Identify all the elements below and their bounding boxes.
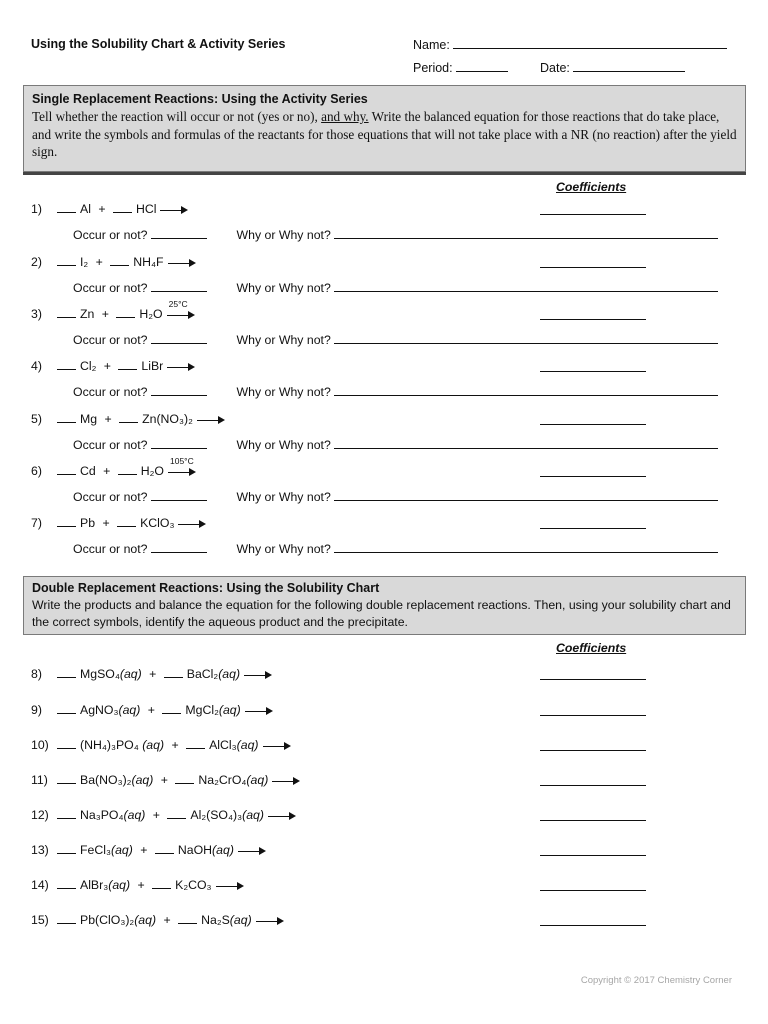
coefficient-blank[interactable] [57,202,76,213]
section2-instructions-box [23,576,746,635]
yield-arrow-icon [245,706,273,716]
problem-number: 12) [31,808,49,822]
reactant-2-state: (aq) [229,913,252,927]
occur-answer-blank[interactable] [151,333,207,344]
why-label: Why or Why not? [236,490,331,504]
reaction-equation [31,703,273,717]
section1-coefficients-header: Coefficients [556,180,627,194]
coefficient-blank[interactable] [57,412,76,423]
reactant-1: Na₃PO₄ [80,808,124,822]
coefficient-blank[interactable] [57,667,76,678]
coefficient-blank[interactable] [57,878,76,889]
reaction-equation [31,298,195,321]
reactant-2: NH₄F [133,255,164,269]
yield-arrow-icon [197,415,225,425]
reactant-2: Na₂S [201,913,230,927]
date-blank[interactable] [573,60,685,72]
reaction-equation [31,412,225,426]
problem-number: 10) [31,738,49,752]
yield-arrow-icon [178,519,206,529]
occur-why-row [73,438,718,452]
name-field[interactable] [413,37,727,52]
coefficients-blank[interactable] [540,785,646,786]
coefficients-blank[interactable] [540,214,646,215]
occur-why-row [73,281,718,295]
plus-sign: + [149,808,164,822]
plus-sign: + [100,359,115,373]
coefficient-blank[interactable] [162,703,181,714]
reactant-2: Na₂CrO₄ [198,773,247,787]
reactant-2-state: (aq) [218,703,241,717]
plus-sign: + [94,202,109,216]
problem-number: 4) [31,359,42,373]
occur-why-row [73,542,718,556]
why-answer-blank[interactable] [334,333,718,344]
reaction-equation [31,913,284,927]
section2-coefficients-header: Coefficients [556,641,627,655]
problem-number: 13) [31,843,49,857]
reactant-1: (NH₄)₃PO₄ [80,738,143,752]
yield-arrow-icon [216,881,244,891]
reactant-1: Mg [80,412,98,426]
copyright-notice: Copyright © 2017 Chemistry Corner [580,975,732,986]
plus-sign: + [134,878,149,892]
reactant-1: Cl₂ [80,359,97,373]
reactant-1-state: (aq) [142,738,165,752]
name-label: Name: [413,38,450,52]
coefficient-blank[interactable] [117,516,136,527]
why-label: Why or Why not? [236,333,331,347]
plus-sign: + [168,738,183,752]
coefficient-blank[interactable] [164,667,183,678]
plus-sign: + [98,307,113,321]
reaction-equation [31,878,244,892]
reactant-2-state: (aq) [218,667,241,681]
why-answer-blank[interactable] [334,542,718,553]
coefficient-blank[interactable] [116,307,135,318]
coefficients-blank[interactable] [540,528,646,529]
reactant-2-state: (aq) [246,773,269,787]
coefficient-blank[interactable] [113,202,132,213]
yield-arrow-icon [263,741,291,751]
yield-arrow-icon [160,205,188,215]
reaction-equation [31,202,188,216]
reactant-2-state: (aq) [236,738,259,752]
section1-instructions-box [23,85,746,172]
coefficient-blank[interactable] [167,808,186,819]
yield-arrow-icon [167,362,195,372]
reactant-2: Al₂(SO₄)₃ [190,808,243,822]
period-field[interactable] [413,60,508,75]
reactant-1-state: (aq) [134,913,157,927]
reaction-equation [31,255,196,269]
plus-sign: + [144,703,159,717]
occur-answer-blank[interactable] [151,490,207,501]
problem-number: 6) [31,464,42,478]
problem-number: 2) [31,255,42,269]
reactant-1-state: (aq) [108,878,131,892]
problem-number: 8) [31,667,42,681]
reactant-2: K₂CO₃ [175,878,212,892]
reactant-1: Al [80,202,91,216]
coefficients-blank[interactable] [540,371,646,372]
occur-why-row [73,385,718,399]
problem-number: 5) [31,412,42,426]
reactant-2: MgCl₂ [185,703,219,717]
reactant-1-state: (aq) [118,703,141,717]
reactant-1: AlBr₃ [80,878,109,892]
yield-arrow-icon [244,670,272,680]
occur-answer-blank[interactable] [151,228,207,239]
occur-label: Occur or not? [73,281,148,295]
occur-why-row [73,490,718,504]
coefficient-blank[interactable] [118,464,137,475]
coefficients-blank[interactable] [540,855,646,856]
coefficient-blank[interactable] [178,913,197,924]
reaction-equation [31,359,195,373]
coefficient-blank[interactable] [57,738,76,749]
yield-arrow-icon [238,846,266,856]
why-answer-blank[interactable] [334,281,718,292]
reaction-equation [31,773,300,787]
occur-why-row [73,228,718,242]
coefficient-blank[interactable] [186,738,205,749]
reactant-2: LiBr [141,359,164,373]
period-label: Period: [413,61,453,75]
reactant-1: I₂ [80,255,89,269]
reactant-2: BaCl₂ [186,667,219,681]
reactant-1-state: (aq) [123,808,146,822]
reaction-equation [31,667,272,681]
reactant-2: H₂O [139,307,163,321]
problem-number: 14) [31,878,49,892]
coefficients-blank[interactable] [540,476,646,477]
problem-number: 7) [31,516,42,530]
reactant-2: AlCl₃ [209,738,237,752]
coefficient-blank[interactable] [175,773,194,784]
coefficient-blank[interactable] [152,878,171,889]
section2-title: Double Replacement Reactions: Using the Solubility Chart [32,581,380,595]
reactant-1: Pb [80,516,96,530]
reaction-equation [31,516,206,530]
reactant-1: FeCl₃ [80,843,111,857]
why-label: Why or Why not? [236,281,331,295]
coefficients-blank[interactable] [540,890,646,891]
reactant-1: Zn [80,307,95,321]
coefficient-blank[interactable] [57,913,76,924]
occur-why-row [73,333,718,347]
coefficients-blank[interactable] [540,319,646,320]
yield-arrow-icon [272,776,300,786]
coefficient-blank[interactable] [57,255,76,266]
occur-answer-blank[interactable] [151,542,207,553]
why-answer-blank[interactable] [334,385,718,396]
yield-arrow-icon [168,258,196,268]
coefficient-blank[interactable] [118,359,137,370]
reactant-2-state: (aq) [242,808,264,822]
coefficients-blank[interactable] [540,679,646,680]
reactant-1: AgNO₃ [80,703,119,717]
occur-answer-blank[interactable] [151,438,207,449]
reactant-2: HCl [135,202,157,216]
coefficient-blank[interactable] [57,773,76,784]
why-label: Why or Why not? [236,385,331,399]
occur-label: Occur or not? [73,333,148,347]
occur-answer-blank[interactable] [151,281,207,292]
why-answer-blank[interactable] [334,438,718,449]
reaction-condition: 105°C [169,455,194,466]
problem-number: 11) [31,773,48,787]
yield-arrow-icon [167,298,195,320]
plus-sign: + [145,667,160,681]
plus-sign: + [136,843,151,857]
yield-arrow-icon [268,811,296,821]
occur-label: Occur or not? [73,228,148,242]
reactant-1: Pb(ClO₃)₂ [80,913,135,927]
reactant-1: MgSO₄ [80,667,120,681]
occur-answer-blank[interactable] [151,385,207,396]
plus-sign: + [99,516,114,530]
name-blank[interactable] [453,37,727,49]
coefficients-blank[interactable] [540,424,646,425]
coefficient-blank[interactable] [119,412,138,423]
reactant-1: Ba(NO₃)₂ [80,773,132,787]
reaction-equation [31,843,266,857]
reaction-condition: 25°C [168,298,188,309]
coefficients-blank[interactable] [540,750,646,751]
yield-arrow-icon [168,455,196,477]
reactant-1-state: (aq) [119,667,142,681]
coefficient-blank[interactable] [155,843,174,854]
coefficients-blank[interactable] [540,267,646,268]
coefficient-blank[interactable] [57,843,76,854]
plus-sign: + [160,913,175,927]
reactant-2: Zn(NO₃)₂ [142,412,193,426]
date-label: Date: [540,61,570,75]
reaction-equation [31,808,296,822]
plus-sign: + [101,412,116,426]
why-label: Why or Why not? [236,228,331,242]
reactant-1-state: (aq) [110,843,133,857]
coefficient-blank[interactable] [57,359,76,370]
section1-instructions: Tell whether the reaction will occur or not (yes or no), and why. Write the balanced equation for those reactions that do take place, and write the symbols and formulas of the reactants for those equations that will not take place with a NR (no reaction) after the yield sign. [32,109,737,159]
plus-sign: + [99,464,114,478]
worksheet-title: Using the Solubility Chart & Activity Series [31,37,286,51]
coefficients-blank[interactable] [540,925,646,926]
why-label: Why or Why not? [236,542,331,556]
reactant-2: H₂O [140,464,164,478]
reactant-2: KClO₃ [140,516,175,530]
coefficient-blank[interactable] [57,516,76,527]
occur-label: Occur or not? [73,542,148,556]
plus-sign: + [157,773,172,787]
coefficient-blank[interactable] [57,703,76,714]
plus-sign: + [92,255,107,269]
coefficient-blank[interactable] [57,464,76,475]
coefficients-blank[interactable] [540,715,646,716]
problem-number: 1) [31,202,42,216]
why-answer-blank[interactable] [334,490,718,501]
coefficient-blank[interactable] [110,255,129,266]
section2-instructions: Write the products and balance the equation for the following double replacement reactions. Then, using your solubility chart and the correct symbols, identify the aqueous product and the precipitate. [32,598,731,629]
yield-arrow-icon [256,916,284,926]
why-label: Why or Why not? [236,438,331,452]
date-field[interactable] [540,60,685,75]
coefficient-blank[interactable] [57,307,76,318]
reactant-1: Cd [80,464,96,478]
problem-number: 3) [31,307,42,321]
reactant-2-state: (aq) [212,843,234,857]
occur-label: Occur or not? [73,438,148,452]
occur-label: Occur or not? [73,490,148,504]
coefficient-blank[interactable] [57,808,76,819]
reaction-equation [31,455,196,478]
reaction-equation [31,738,291,752]
section1-title: Single Replacement Reactions: Using the Activity Series [32,92,368,106]
period-blank[interactable] [456,60,508,72]
occur-label: Occur or not? [73,385,148,399]
why-answer-blank[interactable] [334,228,718,239]
problem-number: 15) [31,913,49,927]
reactant-2: NaOH [177,843,213,857]
coefficients-blank[interactable] [540,820,646,821]
problem-number: 9) [31,703,42,717]
reactant-1-state: (aq) [131,773,154,787]
